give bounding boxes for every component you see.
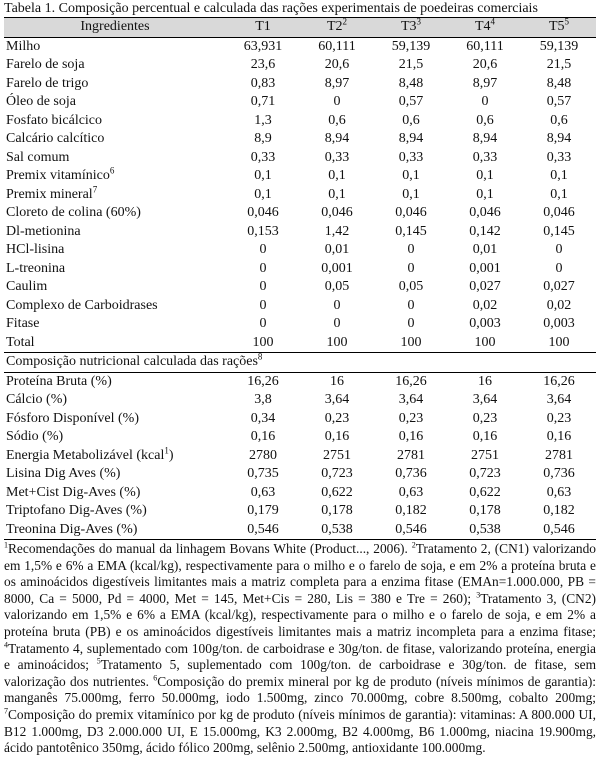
cell-t1: 0 — [259, 242, 267, 257]
row-label: Óleo de soja — [6, 94, 76, 109]
row-label: Complexo de Carboidrases — [6, 297, 158, 313]
cell-t5: 0,1 — [550, 186, 568, 202]
cell-t3: 0,57 — [398, 94, 424, 109]
cell-t2: 0,33 — [324, 149, 350, 165]
row-label: L-treonina — [6, 260, 66, 276]
footnote-1: $^1$Recomendações do manual da linhagem Bovans White (Product..., 2006). — [4, 540, 412, 556]
cell-t2: 0,05 — [324, 279, 350, 294]
cell-t3: 21,5 — [398, 57, 424, 72]
cell-t2: 0,723 — [321, 466, 353, 481]
cell-t3: 0,05 — [398, 279, 424, 294]
cell-t1: 2780 — [249, 447, 277, 463]
cell-t2: 0,1 — [328, 186, 346, 202]
nutrient-row — [4, 391, 596, 410]
cell-t1: 0,1 — [254, 168, 272, 183]
row-label: Proteína Bruta (%) — [6, 373, 112, 389]
row-label: Triptofano Dig-Aves (%) — [6, 503, 147, 518]
cell-t1: 0,34 — [250, 410, 276, 426]
cell-t2: 3,64 — [324, 392, 350, 407]
nutrient-row — [4, 521, 596, 540]
cell-t5: 0,027 — [543, 279, 575, 294]
cell-t1: 0,71 — [250, 94, 276, 109]
footnotes — [4, 540, 596, 757]
cell-t3: 0 — [407, 242, 415, 257]
cell-t2: 8,97 — [324, 75, 350, 91]
cell-t4: 0,16 — [472, 429, 498, 444]
cell-t2: 0,1 — [328, 168, 346, 183]
cell-t5: 16,26 — [543, 373, 575, 389]
table-caption: Tabela 1. Composição percentual e calculada das rações experimentais de poedeiras comerciais — [4, 1, 538, 16]
row-label: Fosfato bicálcico — [6, 112, 103, 128]
cell-t3: 0,1 — [402, 168, 420, 183]
ingredient-row — [4, 167, 596, 186]
cell-t3: 0 — [407, 316, 415, 331]
cell-t5: 0,33 — [546, 149, 572, 165]
ingredient-row — [4, 315, 596, 334]
cell-t5: 0,1 — [550, 168, 568, 183]
ingredient-row — [4, 260, 596, 279]
ingredient-row — [4, 56, 596, 75]
cell-t2: 0,23 — [324, 410, 350, 426]
cell-t4: 0,1 — [476, 168, 494, 183]
cell-t4: 0,01 — [472, 242, 498, 257]
cell-t3: 0,145 — [395, 223, 427, 239]
footnote-4: $^4$Tratamento 4, suplementado com 100g/ton. de carboidrase e 30g/ton. de fitase, valorizando proteína, energia e aminoácidos; — [4, 640, 596, 673]
cell-t4: 0,622 — [469, 484, 501, 500]
cell-t2: 1,42 — [324, 223, 350, 239]
cell-t4: 0,23 — [472, 410, 498, 426]
cell-t5: 0,736 — [543, 466, 575, 481]
cell-t5: 100 — [522, 334, 596, 353]
header-t2: $T2^2$ — [300, 18, 374, 38]
cell-t3: 0,046 — [395, 205, 427, 220]
cell-t3: 8,48 — [398, 75, 424, 91]
ingredient-row — [4, 130, 596, 149]
ingredient-row — [4, 93, 596, 112]
footnote-2: $^2$Tratamento 2, (CN1) valorizando em 1,5% e 6% a EMA (kcal/kg), respectivamente para o milho e o farelo de soja, e em 2% a proteína bruta e os aminoácidos digestíveis limitantes mais a matriz completa para a enzima fitase (EMAn=1.000.000, PB = 8000, Ca = 5000, Pd = 4000, Met = 145, Met+Cis = 280, Lis = 380 e Tre = 260); — [4, 540, 596, 606]
cell-t2: 0,538 — [300, 521, 374, 540]
cell-t2: 0 — [333, 316, 341, 331]
row-label: Milho — [6, 38, 41, 54]
cell-t5: 21,5 — [546, 57, 572, 72]
cell-t5: 0,546 — [522, 521, 596, 540]
cell-t5: 0,02 — [546, 297, 572, 313]
cell-t1: 100 — [226, 334, 300, 353]
header-t4: $T4^4$ — [448, 18, 522, 38]
cell-t2: 0 — [333, 297, 341, 313]
cell-t5: 0,23 — [546, 410, 572, 426]
footnote-5: $^5$Tratamento 5, suplementado com 100g/ton. de carboidrase e 30g/ton. de fitase, sem valorização dos nutrientes. — [4, 656, 596, 689]
row-label: Caulim — [6, 279, 48, 294]
cell-t4: 16 — [478, 373, 492, 389]
cell-t5: 0,6 — [550, 112, 568, 128]
cell-t1: 0,1 — [254, 186, 272, 202]
row-label: Sal comum — [6, 149, 70, 165]
cell-t3: 59,139 — [391, 38, 431, 54]
cell-t5: 0,003 — [543, 316, 575, 331]
cell-t5: 0,046 — [543, 205, 575, 220]
cell-t1: 8,9 — [254, 131, 272, 146]
section-body — [4, 353, 596, 373]
footnote-7: $^7$Composição do premix vitamínico por kg de produto (níveis mínimos de garantia): vitaminas: A 800.000 UI, B12 1.000mg, D3 2.000.000 UI, E 15.000mg, K3 2.000mg, B2 4.000mg, B6 1.000mg, niacina 19.900mg, ácido pantotênico 350mg, ácido fólico 200mg, selênio 2.500mg, antioxidante 100.000mg. — [4, 706, 596, 756]
ingredient-row — [4, 278, 596, 297]
cell-t2: 60,111 — [318, 38, 356, 54]
cell-t3: 0,182 — [395, 503, 427, 518]
row-label: Calcário calcítico — [6, 131, 105, 146]
cell-t4: 0,723 — [469, 466, 501, 481]
header-t3: $T3^3$ — [374, 18, 448, 38]
row-label: Premix vitamínico$^6$ — [6, 165, 115, 183]
composition-table — [4, 17, 596, 540]
cell-t2: 0,16 — [324, 429, 350, 444]
ingredient-row — [4, 112, 596, 131]
cell-t2: 0,01 — [324, 242, 350, 257]
cell-t2: 8,94 — [324, 131, 350, 146]
cell-t2: 0,6 — [328, 112, 346, 128]
cell-t2: 100 — [300, 334, 374, 353]
cell-t5: 0,57 — [546, 94, 572, 109]
row-label: HCl-lisina — [6, 242, 65, 257]
footnote-3: $^3$Tratamento 3, (CN2) valorizando em 1,5% e 6% a EMA (kcal/kg), respectivamente para o milho e o farelo de soja, e em 2% a proteína bruta (PB) e os aminoácidos digestíveis limitantes mais a matriz incompleta para a enzima fitase; — [4, 590, 597, 639]
cell-t3: 0,63 — [398, 484, 424, 500]
row-label: Cálcio (%) — [6, 392, 68, 407]
row-label: Cloreto de colina (60%) — [6, 205, 141, 220]
row-label: Fitase — [6, 316, 40, 331]
cell-t3: 100 — [374, 334, 448, 353]
cell-t5: 0,16 — [546, 429, 572, 444]
ingredient-row — [4, 149, 596, 168]
cell-t1: 0,153 — [247, 223, 279, 239]
nutrient-row — [4, 465, 596, 484]
table-header-row — [4, 18, 596, 38]
ingredient-row — [4, 75, 596, 94]
row-label: Premix mineral$^7$ — [6, 183, 98, 202]
cell-t2: 0,001 — [321, 260, 353, 276]
cell-t3: 0 — [407, 260, 415, 276]
cell-t1: 0,735 — [247, 466, 279, 481]
cell-t4: 0,178 — [469, 503, 501, 518]
cell-t4: 0,1 — [476, 186, 494, 202]
row-label: Lisina Dig Aves (%) — [6, 466, 121, 481]
cell-t5: 2781 — [545, 447, 573, 463]
cell-t5: 0,145 — [543, 223, 575, 239]
cell-t4: 0,538 — [448, 521, 522, 540]
cell-t1: 0 — [259, 316, 267, 331]
ingredient-row — [4, 204, 596, 223]
cell-t3: 0,16 — [398, 429, 424, 444]
nutrients-body — [4, 372, 596, 540]
cell-t4: 0,33 — [472, 149, 498, 165]
cell-t3: 8,94 — [398, 131, 424, 146]
cell-t1: 0,546 — [226, 521, 300, 540]
cell-t4: 20,6 — [472, 57, 498, 72]
cell-t3: 3,64 — [398, 392, 424, 407]
cell-t1: 0,046 — [247, 205, 279, 220]
row-label: Energia Metabolizável (kcal$^1$) — [6, 444, 174, 463]
nutrient-row — [4, 484, 596, 503]
ingredient-row — [4, 37, 596, 56]
header-ingredientes: Ingredientes — [4, 18, 226, 38]
row-label: Fósforo Disponível (%) — [6, 410, 139, 426]
cell-t4: 3,64 — [472, 392, 498, 407]
cell-t1: 0 — [259, 260, 267, 276]
row-label: Treonina Dig-Aves (%) — [4, 521, 226, 540]
row-label: Farelo de trigo — [6, 75, 89, 91]
cell-t2: 0,046 — [321, 205, 353, 220]
cell-t5: 0,63 — [546, 484, 572, 500]
row-label: Sódio (%) — [6, 429, 64, 444]
nutrient-row — [4, 428, 596, 447]
section-title-row — [4, 353, 596, 373]
cell-t4: 8,97 — [472, 75, 498, 91]
cell-t5: 0 — [555, 260, 563, 276]
cell-t3: 0,1 — [402, 186, 420, 202]
cell-t5: 0,182 — [543, 503, 575, 518]
nutrient-row — [4, 447, 596, 466]
row-label: Farelo de soja — [6, 57, 85, 72]
cell-t4: 2751 — [471, 447, 499, 463]
cell-t1: 0,63 — [250, 484, 276, 500]
cell-t3: 0,6 — [402, 112, 420, 128]
cell-t3: 0,23 — [398, 410, 424, 426]
cell-t2: 2751 — [323, 447, 351, 463]
cell-t4: 60,111 — [466, 38, 504, 54]
row-label: Met+Cist Dig-Aves (%) — [6, 484, 141, 500]
cell-t2: 20,6 — [324, 57, 350, 72]
cell-t1: 0,179 — [247, 503, 279, 518]
cell-t2: 0,178 — [321, 503, 353, 518]
ingredient-row — [4, 223, 596, 242]
cell-t4: 0,003 — [469, 316, 501, 331]
cell-t1: 0,16 — [250, 429, 276, 444]
footnote-6: $^6$Composição do premix mineral por kg de produto (níveis mínimos de garantia): manganês 75.000mg, ferro 50.000mg, iodo 1.500mg, zinco 70.000mg, cobre 8.500mg, cobalto 200mg; — [4, 673, 596, 706]
cell-t4: 100 — [448, 334, 522, 353]
cell-t1: 3,8 — [254, 392, 272, 407]
cell-t4: 0,046 — [469, 205, 501, 220]
cell-t3: 0,33 — [398, 149, 424, 165]
nutrient-row — [4, 372, 596, 391]
header-t5: $T5^5$ — [522, 18, 596, 38]
header-t1: T1 — [226, 18, 300, 38]
row-label: Dl-metionina — [6, 223, 81, 239]
section-title: Composição nutricional calculada das rações$^8$ — [4, 353, 596, 373]
cell-t4: 0 — [481, 94, 489, 109]
cell-t1: 0 — [259, 279, 267, 294]
cell-t3: 2781 — [397, 447, 425, 463]
cell-t5: 0 — [555, 242, 563, 257]
ingredient-row — [4, 241, 596, 260]
cell-t5: 8,48 — [546, 75, 572, 91]
cell-t1: 1,3 — [254, 112, 272, 128]
cell-t3: 0 — [407, 297, 415, 313]
ingredient-row — [4, 297, 596, 316]
cell-t2: 0 — [333, 94, 341, 109]
cell-t4: 0,142 — [469, 223, 501, 239]
cell-t4: 0,001 — [469, 260, 501, 276]
cell-t4: 0,02 — [472, 297, 498, 313]
cell-t1: 0,33 — [250, 149, 276, 165]
cell-t1: 63,931 — [243, 38, 283, 54]
cell-t5: 3,64 — [546, 392, 572, 407]
row-label: Total — [4, 334, 226, 353]
nutrient-row — [4, 502, 596, 521]
ingredients-body — [4, 37, 596, 353]
cell-t5: 8,94 — [546, 131, 572, 146]
cell-t2: 0,622 — [321, 484, 353, 500]
cell-t4: 0,027 — [469, 279, 501, 294]
cell-t3: 16,26 — [395, 373, 427, 389]
cell-t1: 23,6 — [250, 57, 276, 72]
cell-t1: 16,26 — [247, 373, 279, 389]
cell-t5: 59,139 — [539, 38, 579, 54]
ingredient-row — [4, 186, 596, 205]
cell-t3: 0,736 — [395, 466, 427, 481]
cell-t3: 0,546 — [374, 521, 448, 540]
cell-t1: 0,83 — [250, 75, 276, 91]
nutrient-row — [4, 410, 596, 429]
ingredient-row — [4, 334, 596, 353]
cell-t1: 0 — [259, 297, 267, 313]
cell-t4: 0,6 — [476, 112, 494, 128]
cell-t4: 8,94 — [472, 131, 498, 146]
cell-t2: 16 — [330, 373, 344, 389]
